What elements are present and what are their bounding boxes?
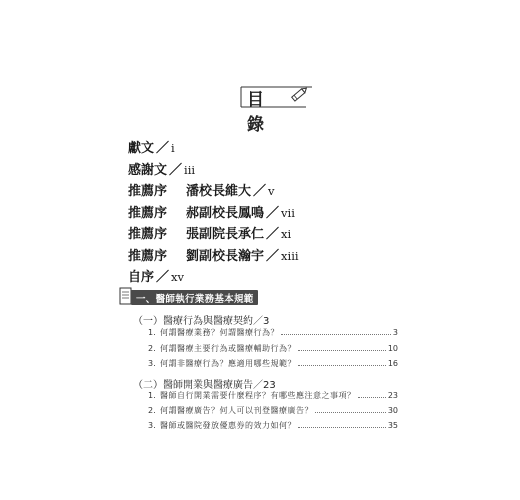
- entry-separator: ／: [156, 141, 170, 156]
- toc-entry: [148, 405, 398, 417]
- leader-dots: [281, 328, 391, 335]
- entry-page-number: 35: [387, 421, 398, 430]
- leader-dots: [298, 421, 386, 428]
- entry-page-number: v: [268, 184, 275, 198]
- entry-label: 推薦序: [128, 248, 168, 264]
- toc-entry: [148, 327, 398, 339]
- entry-author: 張副院長承仁: [186, 227, 265, 242]
- section-heading: （二）醫師開業與醫療廣告／23: [133, 380, 276, 391]
- front-matter-item: [128, 202, 428, 224]
- entry-separator: ／: [253, 184, 267, 199]
- entry-label: 自序: [128, 270, 155, 285]
- entry-page-number: 3: [392, 328, 398, 337]
- entry-title: 何謂醫療業務？何謂醫療行為？: [160, 328, 279, 337]
- entry-author: 郝副校長鳳鳴: [186, 205, 265, 221]
- leader-dots: [315, 406, 386, 413]
- toc-entry: [148, 420, 398, 432]
- entry-page-number: xi: [281, 227, 292, 241]
- leader-dots: [298, 359, 386, 366]
- entry-number: 3.: [148, 359, 156, 368]
- leader-dots: [358, 391, 386, 398]
- entry-page-number: xiii: [281, 248, 299, 263]
- entry-title: 何謂醫療主要行為或醫療輔助行為？: [160, 344, 296, 353]
- pencil-icon: [288, 84, 310, 106]
- entry-title: 醫師或醫院發放優惠券的效力如何？: [160, 421, 296, 430]
- front-matter-item: [128, 245, 428, 267]
- front-matter-list: [128, 137, 428, 288]
- entry-title: 醫師自行開業需要什麼程序？有哪些應注意之事項？: [160, 391, 356, 400]
- toc-entry: [148, 390, 398, 402]
- chapter-heading: [118, 290, 260, 306]
- entry-page-number: 16: [387, 359, 398, 368]
- entry-page-number: i: [171, 141, 175, 155]
- front-matter-item: [128, 159, 428, 181]
- page-title: 目 錄: [247, 90, 270, 135]
- entry-number: 1.: [148, 391, 156, 400]
- entry-page-number: 23: [387, 391, 398, 400]
- chapter-title: 一、醫師執行業務基本規範: [136, 294, 254, 305]
- front-matter-item: [128, 223, 428, 245]
- entry-separator: ／: [266, 205, 280, 221]
- entry-author: 劉副校長瀚宇: [186, 248, 265, 264]
- entry-number: 2.: [148, 344, 156, 353]
- front-matter-item: [128, 180, 428, 202]
- entry-author: 潘校長維大: [186, 184, 252, 199]
- section-heading: （一）醫療行為與醫療契約／3: [133, 316, 270, 327]
- entry-page-number: xv: [171, 270, 185, 284]
- entry-label: 推薦序: [128, 227, 168, 242]
- entry-number: 1.: [148, 328, 156, 337]
- entry-number: 3.: [148, 421, 156, 430]
- entry-title: 何謂非醫療行為？應適用哪些規範？: [160, 359, 296, 368]
- entry-separator: ／: [266, 227, 280, 242]
- entry-number: 2.: [148, 406, 156, 415]
- front-matter-item: [128, 266, 428, 288]
- toc-entry: [148, 343, 398, 355]
- entry-separator: ／: [266, 248, 280, 264]
- entry-separator: ／: [169, 162, 183, 178]
- toc-entry: [148, 358, 398, 370]
- front-matter-item: [128, 137, 428, 159]
- entry-page-number: iii: [184, 162, 196, 177]
- entry-separator: ／: [156, 270, 170, 285]
- entry-label: 感謝文: [128, 162, 168, 178]
- entry-label: 獻文: [128, 141, 155, 156]
- leader-dots: [298, 344, 386, 351]
- entry-page-number: 30: [387, 406, 398, 415]
- entry-page-number: vii: [281, 205, 295, 220]
- entry-label: 推薦序: [128, 184, 168, 199]
- entry-title: 何謂醫療廣告？何人可以刊登醫療廣告？: [160, 406, 313, 415]
- entry-label: 推薦序: [128, 205, 168, 221]
- entry-page-number: 10: [387, 344, 398, 353]
